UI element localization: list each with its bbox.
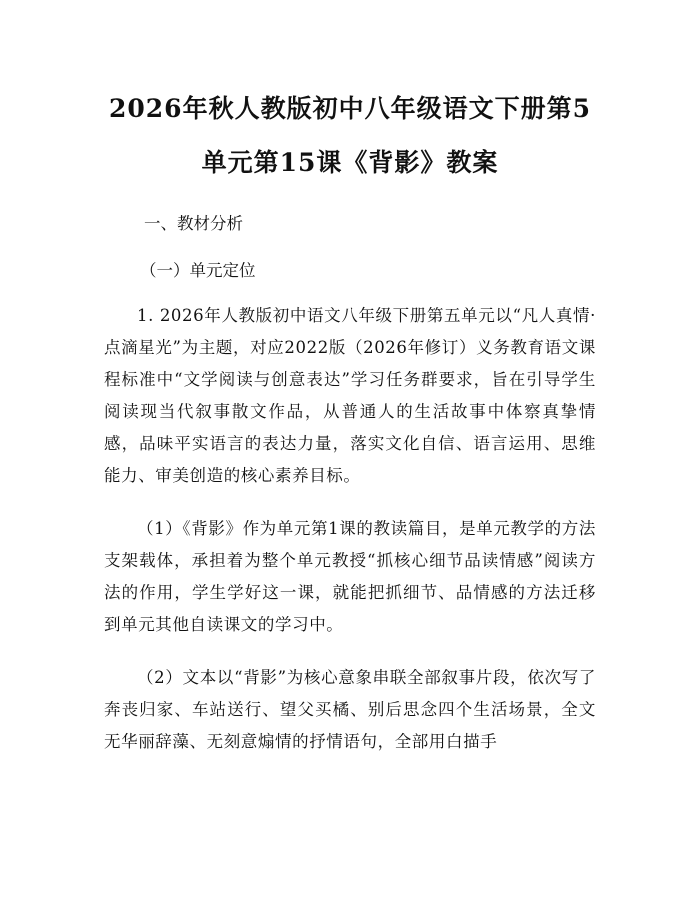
document-title: 2026年秋人教版初中八年级语文下册第5单元第15课《背影》教案 — [109, 94, 591, 177]
paragraph-text-structure: （2）文本以“背影”为核心意象串联全部叙事片段，依次写了奔丧归家、车站送行、望父买橘、别后思念四个生活场景，全文无华丽辞藻、无刻意煽情的抒情语句，全部用白描手 — [104, 668, 596, 751]
subsection-heading: （一）单元定位 — [140, 261, 256, 280]
paragraph-teaching-role: （1）《背影》作为单元第1课的教读篇目，是单元教学的方法支架载体，承担着为整个单元教授“抓核心细节品读情感”阅读方法的作用，学生学好这一课，就能把抓细节、品情感的方法迁移到单元其他自读课文的学习中。 — [104, 519, 596, 634]
paragraph-unit-positioning: 1. 2026年人教版初中语文八年级下册第五单元以“凡人真情·点滴星光”为主题，对应2022版（2026年修订）义务教育语文课程标准中“文学阅读与创意表达”学习任务群要求，旨在引导学生阅读现当代叙事散文作品，从普通人的生活故事中体察真挚情感，品味平实语言的表达力量，落实文化自信、语言运用、思维能力、审美创造的核心素养目标。 — [104, 306, 596, 485]
section-heading: 一、教材分析 — [144, 214, 243, 233]
